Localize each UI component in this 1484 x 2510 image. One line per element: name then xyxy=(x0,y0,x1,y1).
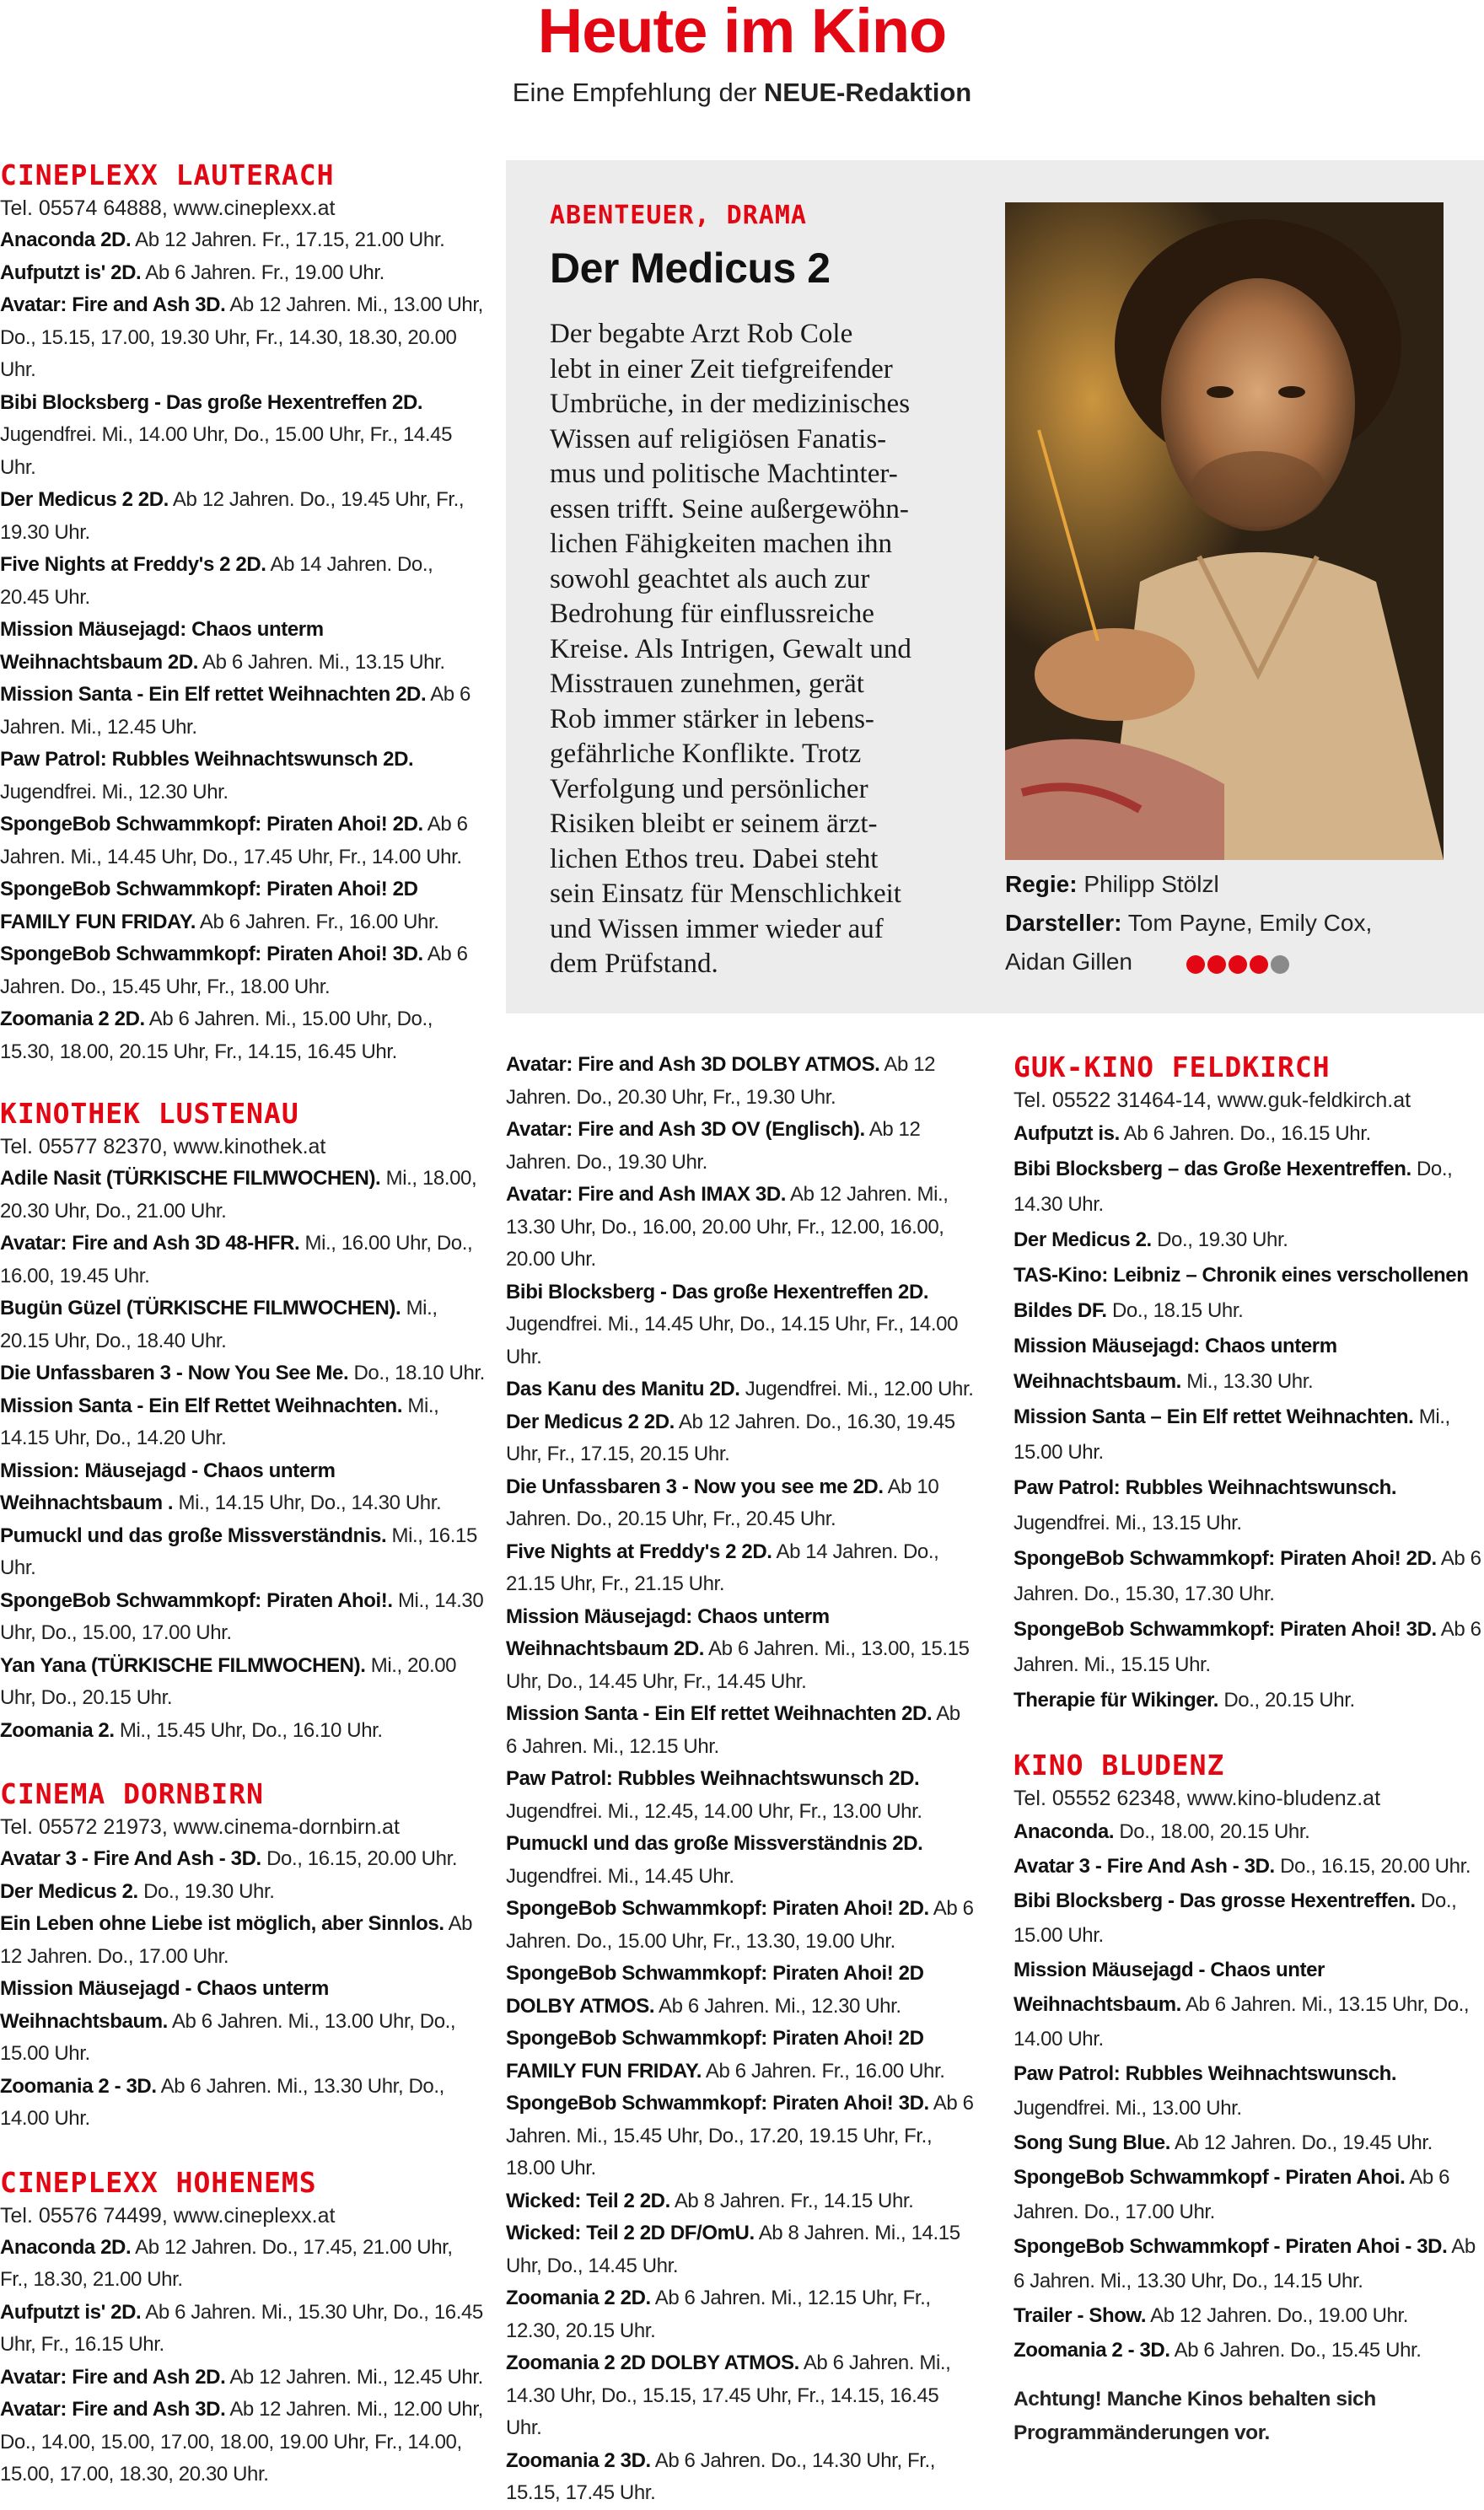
film-entry xyxy=(506,2347,975,2445)
cinema-contact: Tel. 05572 21973, www.cinema-dornbirn.at xyxy=(0,1815,400,1839)
director-name: Philipp Stölzl xyxy=(1083,871,1219,897)
film-showtimes: Ab 6 Jahren. Do., 15.45 Uhr. xyxy=(1169,2339,1422,2362)
film-entry xyxy=(506,1958,975,2023)
featured-credits xyxy=(1005,865,1460,983)
film-showtimes: Do., 18.10 Uhr. xyxy=(348,1362,485,1384)
film-showtimes: Ab 6 Jahren. Do., 15.00 Uhr, Fr., 13.30, 19.00 Uhr. xyxy=(506,1897,974,1953)
film-showtimes: Ab 6 Jahren. Mi., 15.45 Uhr, Do., 17.20, 19.15 Uhr, Fr., 18.00 Uhr. xyxy=(506,2092,974,2179)
film-showtimes: Do., 19.30 Uhr. xyxy=(137,1879,275,1903)
film-entry xyxy=(0,1003,486,1068)
film-showtimes: Do., 20.15 Uhr. xyxy=(1218,1689,1355,1712)
cinema-name: KINOTHEK LUSTENAU xyxy=(0,1097,299,1130)
subtitle-prefix: Eine Empfehlung der xyxy=(512,78,757,107)
rating-dot-filled xyxy=(1186,955,1205,974)
film-title: Avatar: Fire and Ash 2D. xyxy=(0,2365,226,2389)
film-title: SpongeBob Schwammkopf: Piraten Ahoi! 2D. xyxy=(1014,1547,1437,1570)
film-list xyxy=(0,2232,486,2491)
film-showtimes: Ab 12 Jahren. Mi., 12.00 Uhr, Do., 14.00, 15.00, 17.00, 18.00, 19.00 Uhr, Fr., 14.00, 15.00, 17.00, 18.30, 20.30 Uhr. xyxy=(0,2398,483,2486)
film-showtimes: Mi., 20.15 Uhr, Do., 18.40 Uhr. xyxy=(0,1297,438,1352)
film-title: Therapie für Wikinger. xyxy=(1014,1689,1219,1712)
film-still-image xyxy=(1005,202,1444,860)
film-entry xyxy=(506,2445,975,2510)
film-showtimes: Ab 12 Jahren. Do., 19.30 Uhr. xyxy=(506,1118,921,1174)
rating-dots xyxy=(1186,944,1292,983)
film-showtimes: Ab 8 Jahren. Fr., 14.15 Uhr. xyxy=(669,2189,914,2212)
film-showtimes: Ab 6 Jahren. Mi., 15.30 Uhr, Do., 16.45 Uhr, Fr., 16.15 Uhr. xyxy=(0,2300,483,2356)
rating-dot-filled xyxy=(1250,955,1268,974)
film-showtimes: Jugendfrei. Mi., 14.45 Uhr, Do., 14.15 Uhr, Fr., 14.00 Uhr. xyxy=(506,1313,959,1368)
film-entry xyxy=(1014,1258,1484,1329)
film-list xyxy=(1014,1116,1484,1718)
film-entry xyxy=(0,2297,486,2362)
film-showtimes: Jugendfrei. Mi., 14.00 Uhr, Do., 15.00 Uhr, Fr., 14.45 Uhr. xyxy=(0,423,453,479)
film-entry xyxy=(1014,2229,1484,2298)
film-title: Die Unfassbaren 3 - Now You See Me. xyxy=(0,1362,349,1384)
film-entry xyxy=(0,1650,486,1715)
film-showtimes: Do., 14.30 Uhr. xyxy=(1014,1158,1453,1216)
cast-names-2: Aidan Gillen xyxy=(1005,949,1132,975)
film-title: Avatar: Fire and Ash IMAX 3D. xyxy=(506,1183,787,1206)
film-list xyxy=(1014,1814,1484,2368)
film-entry xyxy=(506,1893,975,1958)
film-entry xyxy=(0,1843,486,1876)
cinema-contact: Tel. 05552 62348, www.kino-bludenz.at xyxy=(1014,1787,1381,1810)
film-showtimes: Ab 6 Jahren. Mi., 13.30 Uhr, Do., 14.00 Uhr. xyxy=(0,2074,444,2130)
cinema-name: CINEPLEXX LAUTERACH xyxy=(0,159,335,191)
cast-line-2 xyxy=(1005,943,1460,983)
film-showtimes: Do., 16.15, 20.00 Uhr. xyxy=(261,1847,458,1870)
film-entry xyxy=(506,1373,975,1406)
cinema-name: CINEPLEXX HOHENEMS xyxy=(0,2165,317,2199)
film-title: Anaconda. xyxy=(1014,1820,1115,1843)
film-title: Mission Mäusejagd - Chaos unter Weihnachtsbaum. xyxy=(1014,1959,1325,2016)
film-showtimes: Ab 6 Jahren. Mi., 15.00 Uhr, Do., 15.30, 18.00, 20.15 Uhr, Fr., 14.15, 16.45 Uhr. xyxy=(0,1008,433,1063)
film-showtimes: Ab 6 Jahren. Mi., 13.00, 15.15 Uhr, Do., 14.45 Uhr, Fr., 14.45 Uhr. xyxy=(506,1637,970,1693)
film-entry xyxy=(506,1049,975,1114)
synopsis-line: Misstrauen zunehmen, gerät xyxy=(550,669,864,699)
film-title: Mission Santa – Ein Elf rettet Weihnachten. xyxy=(1014,1405,1414,1428)
synopsis-line: und Wissen immer wieder auf xyxy=(550,913,884,944)
film-showtimes: Ab 14 Jahren. Do., 20.45 Uhr. xyxy=(0,553,433,609)
film-title: Paw Patrol: Rubbles Weihnachtswunsch. xyxy=(1014,1476,1397,1499)
film-title: SpongeBob Schwammkopf - Piraten Ahoi. xyxy=(1014,2166,1406,2189)
film-showtimes: Ab 12 Jahren. Do., 16.30, 19.45 Uhr, Fr., 17.15, 20.15 Uhr. xyxy=(506,1410,955,1465)
film-entry xyxy=(1014,1814,1484,1849)
film-entry xyxy=(1014,1116,1484,1152)
cinema-block-lustenau xyxy=(0,1097,486,1747)
film-showtimes: Do., 15.00 Uhr. xyxy=(1014,1889,1457,1947)
film-title: Trailer - Show. xyxy=(1014,2304,1147,2327)
synopsis-line: gefährliche Konflikte. Trotz xyxy=(550,739,862,769)
page-title: Heute im Kino xyxy=(537,0,947,66)
film-entry xyxy=(0,1876,486,1909)
film-title: Five Nights at Freddy's 2 2D. xyxy=(506,1540,772,1563)
film-list xyxy=(0,1843,486,2136)
film-title: Pumuckl und das große Missverständnis 2D. xyxy=(506,1832,923,1855)
program-change-notice: Achtung! Manche Kinos behalten sich Programmänderungen vor. xyxy=(1014,2388,1376,2444)
film-entry xyxy=(1014,1329,1484,1400)
film-showtimes: Ab 12 Jahren. Do., 17.00 Uhr. xyxy=(0,1912,473,1968)
right-column xyxy=(1014,1051,1484,2450)
film-title: Mission Mäusejagd: Chaos unterm Weihnachtsbaum. xyxy=(1014,1335,1337,1393)
film-title: Paw Patrol: Rubbles Weihnachtswunsch 2D. xyxy=(506,1767,920,1790)
film-entry xyxy=(0,549,486,614)
synopsis-line: Rob immer stärker in lebens- xyxy=(550,703,874,734)
film-entry xyxy=(0,1228,486,1293)
film-title: Avatar: Fire and Ash 3D 48-HFR. xyxy=(0,1232,300,1255)
film-entry xyxy=(506,2282,975,2347)
page-subtitle xyxy=(0,78,1484,108)
film-title: SpongeBob Schwammkopf - Piraten Ahoi - 3D. xyxy=(1014,2235,1448,2258)
film-entry xyxy=(1014,1470,1484,1541)
film-showtimes: Mi., 20.00 Uhr, Do., 20.15 Uhr. xyxy=(0,1653,457,1709)
film-entry xyxy=(506,1406,975,1471)
film-entry xyxy=(0,1715,486,1748)
film-showtimes: Ab 12 Jahren. Do., 19.45 Uhr, Fr., 19.30 Uhr. xyxy=(0,488,465,544)
film-showtimes: Ab 12 Jahren. Do., 19.00 Uhr. xyxy=(1146,2304,1409,2327)
film-title: SpongeBob Schwammkopf: Piraten Ahoi! 2D DOLBY ATMOS. xyxy=(506,1962,924,2018)
cinema-contact: Tel. 05574 64888, www.cineplexx.at xyxy=(0,196,336,220)
film-showtimes: Ab 12 Jahren. Do., 20.30 Uhr, Fr., 19.30 Uhr. xyxy=(506,1053,936,1109)
film-title: Avatar: Fire and Ash 3D DOLBY ATMOS. xyxy=(506,1053,880,1076)
film-title: Paw Patrol: Rubbles Weihnachtswunsch. xyxy=(1014,2062,1397,2085)
film-showtimes: Mi., 16.00 Uhr, Do., 16.00, 19.45 Uhr. xyxy=(0,1232,473,1287)
film-showtimes: Ab 6 Jahren. Mi., 13.00 Uhr, Do., 15.00 Uhr. xyxy=(0,2009,456,2065)
film-showtimes: Ab 6 Jahren. Mi., 12.15 Uhr, Fr., 12.30, 20.15 Uhr. xyxy=(506,2287,931,2342)
film-showtimes: Ab 12 Jahren. Mi., 12.45 Uhr. xyxy=(225,2365,483,2389)
film-entry xyxy=(1014,1223,1484,1258)
cinema-contact: Tel. 05522 31464-14, www.guk-feldkirch.at xyxy=(1014,1088,1411,1112)
film-showtimes: Ab 12 Jahren. Fr., 17.15, 21.00 Uhr. xyxy=(131,228,445,251)
film-entry xyxy=(1014,2298,1484,2333)
masthead xyxy=(0,0,1484,108)
film-entry xyxy=(1014,2333,1484,2368)
film-title: Mission Santa - Ein Elf Rettet Weihnachten. xyxy=(0,1394,403,1417)
film-showtimes: Mi., 16.15 Uhr. xyxy=(0,1524,477,1579)
film-entry xyxy=(0,387,486,485)
cinema-block-hohenems xyxy=(0,2166,486,2491)
film-title: TAS-Kino: Leibniz – Chronik eines verschollenen Bildes DF. xyxy=(1014,1264,1469,1322)
cinema-name: GUK-KINO FELDKIRCH xyxy=(1014,1051,1331,1083)
director-line xyxy=(1005,865,1460,904)
film-entry xyxy=(506,1536,975,1601)
synopsis-line: Kreise. Als Intrigen, Gewalt und xyxy=(550,633,911,664)
cinema-name: KINO BLUDENZ xyxy=(1014,1749,1225,1782)
film-entry xyxy=(1014,1953,1484,2056)
film-entry xyxy=(0,1520,486,1585)
film-title: SpongeBob Schwammkopf: Piraten Ahoi! 2D FAMILY FUN FRIDAY. xyxy=(0,878,418,933)
film-showtimes: Mi., 15.00 Uhr. xyxy=(1014,1405,1450,1464)
film-title: Song Sung Blue. xyxy=(1014,2131,1170,2154)
film-entry xyxy=(1014,2126,1484,2160)
film-showtimes: Ab 6 Jahren. Mi., 15.15 Uhr. xyxy=(1014,1618,1481,1676)
cinema-contact: Tel. 05576 74499, www.cineplexx.at xyxy=(0,2203,336,2228)
cinema-block-lauterach xyxy=(0,159,486,1068)
film-entry xyxy=(1014,2056,1484,2126)
synopsis-line: Verfolgung und persönlicher xyxy=(550,773,868,804)
film-showtimes: Do., 18.00, 20.15 Uhr. xyxy=(1114,1820,1310,1843)
film-entry xyxy=(0,744,486,809)
synopsis-line: Bedrohung für einflussreiche xyxy=(550,599,874,629)
film-title: Avatar: Fire and Ash 3D OV (Englisch). xyxy=(506,1118,865,1141)
film-title: Aufputzt is' 2D. xyxy=(0,261,142,284)
film-title: Pumuckl und das große Missverständnis. xyxy=(0,1524,387,1547)
synopsis-line: lichen Fähigkeiten machen ihn xyxy=(550,529,892,559)
film-showtimes: Ab 6 Jahren. Mi., 12.30 Uhr. xyxy=(654,1994,901,2018)
film-title: Adile Nasit (TÜRKISCHE FILMWOCHEN). xyxy=(0,1167,381,1190)
film-title: Paw Patrol: Rubbles Weihnachtswunsch 2D. xyxy=(0,748,414,771)
film-title: Mission Santa - Ein Elf rettet Weihnachten 2D. xyxy=(0,683,427,706)
film-showtimes: Jugendfrei. Mi., 12.45, 14.00 Uhr, Fr., 13.00 Uhr. xyxy=(506,1799,922,1823)
film-showtimes: Ab 6 Jahren. Mi., 14.30 Uhr, Do., 15.15, 17.45 Uhr, Fr., 14.15, 16.45 Uhr. xyxy=(506,2351,951,2439)
film-title: Mission Santa - Ein Elf rettet Weihnachten 2D. xyxy=(506,1702,933,1725)
film-title: Mission: Mäusejagd - Chaos unterm Weihnachtsbaum . xyxy=(0,1459,336,1514)
film-showtimes: Ab 6 Jahren. Mi., 13.30 Uhr, Do., 14.15 Uhr. xyxy=(1014,2235,1476,2292)
film-showtimes: Mi., 18.00, 20.30 Uhr, Do., 21.00 Uhr. xyxy=(0,1167,477,1223)
film-entry xyxy=(1014,1683,1484,1718)
film-title: Zoomania 2 - 3D. xyxy=(0,2074,157,2098)
synopsis-line: mus und politische Machtinter- xyxy=(550,459,898,489)
rating-dot-filled xyxy=(1229,955,1247,974)
film-showtimes: Jugendfrei. Mi., 14.45 Uhr. xyxy=(506,1864,734,1888)
film-showtimes: Ab 6 Jahren. Do., 15.45 Uhr, Fr., 18.00 Uhr. xyxy=(0,943,468,998)
film-entry xyxy=(0,289,486,387)
film-entry xyxy=(506,2217,975,2282)
film-showtimes: Do., 16.15, 20.00 Uhr. xyxy=(1274,1855,1471,1878)
film-list xyxy=(0,224,486,1068)
film-title: Mission Mäusejagd - Chaos unterm Weihnachtsbaum. xyxy=(0,1977,329,2033)
film-title: Bibi Blocksberg – das Große Hexentreffen. xyxy=(1014,1158,1411,1180)
director-label: Regie: xyxy=(1005,871,1078,897)
film-title: Der Medicus 2. xyxy=(0,1879,138,1903)
film-entry xyxy=(0,809,486,873)
film-showtimes: Jugendfrei. Mi., 12.30 Uhr. xyxy=(0,780,229,804)
film-showtimes: Mi., 14.30 Uhr, Do., 15.00, 17.00 Uhr. xyxy=(0,1588,484,1644)
film-entry xyxy=(0,1973,486,2071)
film-entry xyxy=(0,1163,486,1228)
film-title: Zoomania 2 - 3D. xyxy=(1014,2339,1170,2362)
featured-title: Der Medicus 2 xyxy=(550,245,831,292)
film-entry xyxy=(1014,1400,1484,1470)
film-title: Der Medicus 2 2D. xyxy=(0,488,169,511)
film-entry xyxy=(1014,1541,1484,1612)
film-title: Bugün Güzel (TÜRKISCHE FILMWOCHEN). xyxy=(0,1297,401,1319)
film-title: Bibi Blocksberg - Das große Hexentreffen 2D. xyxy=(506,1280,929,1303)
film-entry xyxy=(506,1601,975,1699)
cinema-block-bludenz xyxy=(1014,1749,1484,2368)
film-list-hohenems-continued xyxy=(506,1049,975,2510)
film-title: SpongeBob Schwammkopf: Piraten Ahoi! 2D. xyxy=(0,813,423,836)
film-showtimes: Ab 6 Jahren. Fr., 16.00 Uhr. xyxy=(195,910,439,933)
film-showtimes: Ab 12 Jahren. Do., 17.45, 21.00 Uhr, Fr., 18.30, 21.00 Uhr. xyxy=(0,2235,453,2291)
film-title: Wicked: Teil 2 2D. xyxy=(506,2189,670,2212)
film-showtimes: Ab 6 Jahren. Mi., 14.45 Uhr, Do., 17.45 Uhr, Fr., 14.00 Uhr. xyxy=(0,813,468,868)
film-title: Ein Leben ohne Liebe ist möglich, aber Sinnlos. xyxy=(0,1912,444,1935)
film-showtimes: Ab 6 Jahren. Mi., 12.15 Uhr. xyxy=(506,1702,960,1758)
film-entry xyxy=(506,2185,975,2218)
film-showtimes: Ab 6 Jahren. Mi., 13.15 Uhr, Do., 14.00 Uhr. xyxy=(1014,1993,1470,2050)
featured-genre: ABENTEUER, DRAMA xyxy=(550,201,807,230)
featured-film-box xyxy=(506,160,1484,1013)
film-entry xyxy=(506,2088,975,2185)
film-title: Zoomania 2. xyxy=(0,1718,115,1742)
film-showtimes: Do., 19.30 Uhr. xyxy=(1151,1228,1288,1251)
film-showtimes: Mi., 14.15 Uhr, Do., 14.20 Uhr. xyxy=(0,1394,439,1449)
film-showtimes: Jugendfrei. Mi., 13.15 Uhr. xyxy=(1014,1512,1242,1534)
film-entry xyxy=(0,938,486,1003)
left-column xyxy=(0,159,486,2491)
middle-column xyxy=(506,1049,975,2510)
synopsis-line: essen trifft. Seine außergewöhn- xyxy=(550,493,909,524)
film-list xyxy=(0,1163,486,1747)
film-title: SpongeBob Schwammkopf: Piraten Ahoi! 3D. xyxy=(1014,1618,1437,1641)
film-showtimes: Ab 12 Jahren. Do., 19.45 Uhr. xyxy=(1170,2131,1433,2154)
film-entry xyxy=(0,614,486,679)
cast-label: Darsteller: xyxy=(1005,910,1122,936)
film-title: Zoomania 2 3D. xyxy=(506,2448,651,2472)
film-showtimes: Ab 6 Jahren. Fr., 16.00 Uhr. xyxy=(701,2059,945,2083)
cast-names: Tom Payne, Emily Cox, xyxy=(1127,910,1373,936)
rating-dot-filled xyxy=(1207,955,1226,974)
film-entry xyxy=(506,2023,975,2088)
film-entry xyxy=(506,1471,975,1536)
film-entry xyxy=(0,224,486,257)
film-entry xyxy=(0,1585,486,1650)
film-entry xyxy=(506,1828,975,1893)
film-showtimes: Ab 12 Jahren. Mi., 13.30 Uhr, Do., 16.00, 20.00 Uhr, Fr., 12.00, 16.00, 20.00 Uhr. xyxy=(506,1183,949,1271)
film-title: Der Medicus 2. xyxy=(1014,1228,1152,1251)
film-title: Der Medicus 2 2D. xyxy=(506,1410,675,1433)
featured-synopsis xyxy=(550,317,1039,982)
film-showtimes: Jugendfrei. Mi., 13.00 Uhr. xyxy=(1014,2097,1242,2120)
film-title: SpongeBob Schwammkopf: Piraten Ahoi! 2D FAMILY FUN FRIDAY. xyxy=(506,2027,924,2083)
film-showtimes: Do., 18.15 Uhr. xyxy=(1106,1299,1244,1322)
film-showtimes: Ab 6 Jahren. Do., 16.15 Uhr. xyxy=(1119,1122,1371,1145)
film-title: Wicked: Teil 2 2D DF/OmU. xyxy=(506,2222,755,2244)
film-showtimes: Ab 6 Jahren. Do., 14.30 Uhr, Fr., 15.15, 17.45 Uhr. xyxy=(506,2448,936,2504)
film-title: Aufputzt is' 2D. xyxy=(0,2300,142,2324)
film-title: Anaconda 2D. xyxy=(0,228,132,251)
cast-line xyxy=(1005,904,1460,943)
film-entry xyxy=(0,1455,486,1520)
film-entry xyxy=(506,1698,975,1763)
film-title: Aufputzt is. xyxy=(1014,1122,1120,1145)
film-entry xyxy=(0,2071,486,2136)
cinema-contact: Tel. 05577 82370, www.kinothek.at xyxy=(0,1135,326,1158)
film-entry xyxy=(0,1293,486,1357)
film-entry xyxy=(0,1357,486,1390)
film-title: Mission Mäusejagd: Chaos unterm Weihnachtsbaum 2D. xyxy=(0,618,324,674)
synopsis-line: dem Prüfstand. xyxy=(550,949,718,979)
film-showtimes: Mi., 14.15 Uhr, Do., 14.30 Uhr. xyxy=(173,1491,442,1514)
film-showtimes: Ab 6 Jahren. Fr., 19.00 Uhr. xyxy=(141,261,384,284)
film-entry xyxy=(1014,1152,1484,1223)
film-entry xyxy=(0,484,486,549)
film-title: Bibi Blocksberg - Das große Hexentreffen 2D. xyxy=(0,390,423,414)
film-entry xyxy=(0,679,486,744)
film-entry xyxy=(0,2394,486,2491)
synopsis-line: sein Einsatz für Menschlichkeit xyxy=(550,879,901,909)
film-title: Five Nights at Freddy's 2 2D. xyxy=(0,553,266,576)
film-showtimes: Ab 6 Jahren. Do., 17.00 Uhr. xyxy=(1014,2166,1450,2223)
film-title: Zoomania 2 2D. xyxy=(506,2287,651,2309)
film-title: Zoomania 2 2D. xyxy=(0,1008,145,1030)
rating-dot-empty xyxy=(1271,955,1289,974)
film-showtimes: Ab 12 Jahren. Mi., 13.00 Uhr, Do., 15.15, 17.00, 19.30 Uhr, Fr., 14.30, 18.30, 20.00 Uhr. xyxy=(0,293,483,381)
film-entry xyxy=(1014,1849,1484,1884)
film-entry xyxy=(0,1390,486,1455)
film-title: SpongeBob Schwammkopf: Piraten Ahoi! 2D. xyxy=(506,1897,929,1920)
film-showtimes: Jugendfrei. Mi., 12.00 Uhr. xyxy=(739,1378,974,1400)
film-title: Anaconda 2D. xyxy=(0,2235,132,2259)
film-showtimes: Ab 6 Jahren. Do., 15.30, 17.30 Uhr. xyxy=(1014,1547,1481,1605)
film-showtimes: Mi., 13.30 Uhr. xyxy=(1180,1370,1314,1393)
film-entry xyxy=(1014,1612,1484,1683)
cinema-block-dornbirn xyxy=(0,1777,486,2136)
film-title: Avatar: Fire and Ash 3D. xyxy=(0,293,226,316)
synopsis-line: lebt in einer Zeit tiefgreifender xyxy=(550,353,893,384)
film-entry xyxy=(0,2362,486,2394)
film-title: Avatar: Fire and Ash 3D. xyxy=(0,2398,226,2421)
synopsis-line: lichen Ethos treu. Dabei steht xyxy=(550,843,879,874)
film-entry xyxy=(506,1276,975,1374)
film-showtimes: Ab 14 Jahren. Do., 21.15 Uhr, Fr., 21.15 Uhr. xyxy=(506,1540,939,1595)
film-title: Yan Yana (TÜRKISCHE FILMWOCHEN). xyxy=(0,1653,366,1677)
film-entry xyxy=(0,2232,486,2297)
synopsis-line: sowohl geachtet als auch zur xyxy=(550,563,870,594)
synopsis-line: Risiken bleibt er seinem ärzt- xyxy=(550,809,878,839)
film-entry xyxy=(506,1179,975,1276)
film-still-illustration xyxy=(1005,202,1444,860)
film-title: SpongeBob Schwammkopf: Piraten Ahoi! 3D. xyxy=(0,943,423,965)
film-title: SpongeBob Schwammkopf: Piraten Ahoi! 3D. xyxy=(506,2092,929,2115)
synopsis-line: Wissen auf religiösen Fanatis- xyxy=(550,423,887,454)
film-showtimes: Ab 10 Jahren. Do., 20.15 Uhr, Fr., 20.45 Uhr. xyxy=(506,1475,939,1530)
film-title: Bibi Blocksberg - Das grosse Hexentreffen. xyxy=(1014,1889,1416,1912)
subtitle-brand: NEUE-Redaktion xyxy=(763,78,972,107)
film-showtimes: Ab 6 Jahren. Mi., 12.45 Uhr. xyxy=(0,683,470,739)
film-entry xyxy=(0,257,486,290)
film-title: Avatar 3 - Fire And Ash - 3D. xyxy=(0,1847,261,1870)
film-entry xyxy=(506,1114,975,1179)
film-title: Die Unfassbaren 3 - Now you see me 2D. xyxy=(506,1475,884,1498)
film-entry xyxy=(1014,1884,1484,1953)
film-title: Mission Mäusejagd: Chaos unterm Weihnachtsbaum 2D. xyxy=(506,1604,830,1660)
film-showtimes: Mi., 15.45 Uhr, Do., 16.10 Uhr. xyxy=(114,1718,383,1742)
synopsis-line: Umbrüche, in der medizinisches xyxy=(550,389,911,419)
film-showtimes: Ab 8 Jahren. Mi., 14.15 Uhr, Do., 14.45 Uhr. xyxy=(506,2222,960,2277)
film-title: SpongeBob Schwammkopf: Piraten Ahoi!. xyxy=(0,1588,393,1612)
film-title: Zoomania 2 2D DOLBY ATMOS. xyxy=(506,2351,799,2374)
film-showtimes: Ab 6 Jahren. Mi., 13.15 Uhr. xyxy=(198,650,445,674)
film-title: Das Kanu des Manitu 2D. xyxy=(506,1378,740,1400)
synopsis-line: Der begabte Arzt Rob Cole xyxy=(550,319,853,349)
film-entry xyxy=(506,1763,975,1828)
cinema-block-feldkirch xyxy=(1014,1051,1484,1718)
cinema-name: CINEMA DORNBIRN xyxy=(0,1777,265,1810)
film-entry xyxy=(1014,2160,1484,2229)
film-entry xyxy=(0,873,486,938)
film-entry xyxy=(0,1908,486,1973)
film-title: Avatar 3 - Fire And Ash - 3D. xyxy=(1014,1855,1275,1878)
